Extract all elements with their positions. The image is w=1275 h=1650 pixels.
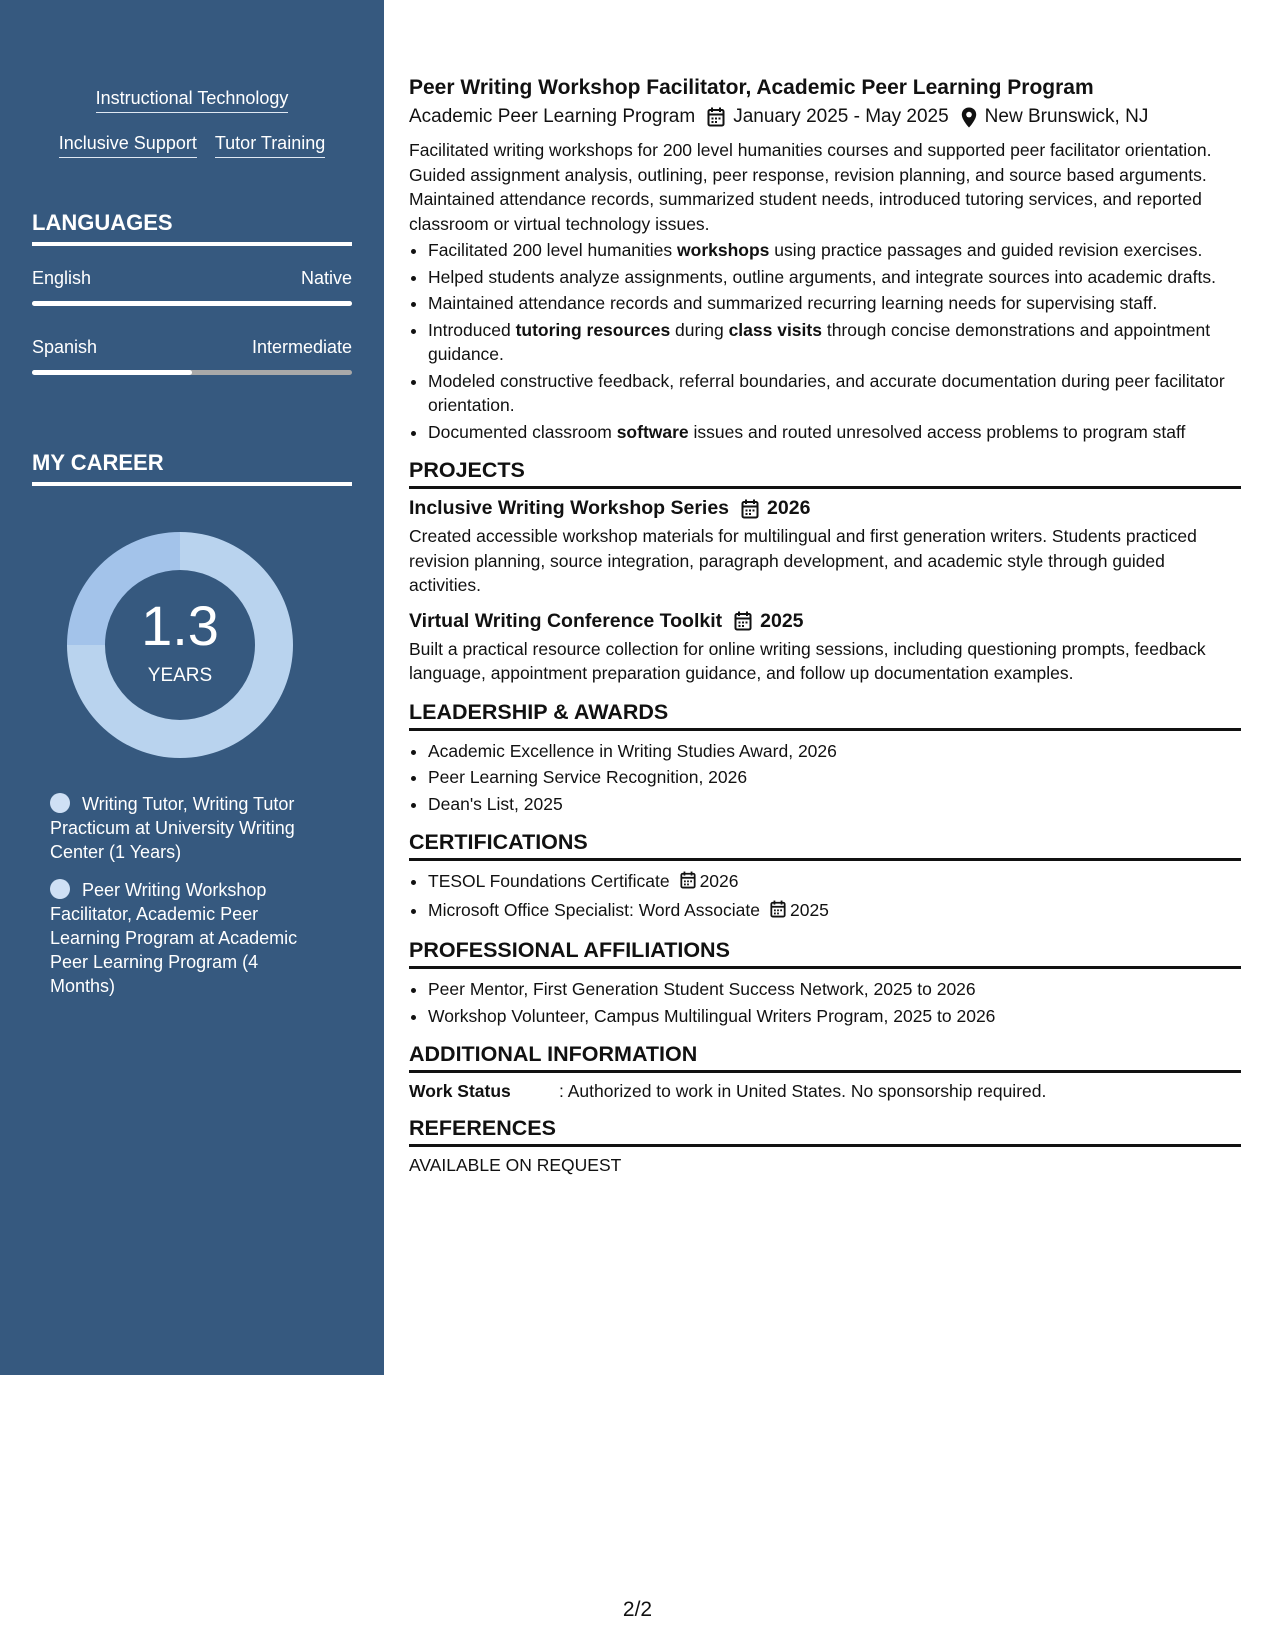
references-text: AVAILABLE ON REQUEST <box>409 1155 622 1175</box>
job-bullet-text: during <box>670 319 729 340</box>
bullet-dot-icon <box>50 793 70 813</box>
language-level: Intermediate <box>251 337 352 357</box>
job-bullet <box>428 238 1241 263</box>
job-location: New Brunswick, NJ <box>984 106 1149 127</box>
calendar-icon <box>707 107 725 127</box>
career-item <box>50 878 320 998</box>
skill-tag[interactable]: Inclusive Support <box>59 131 197 158</box>
certification-name: TESOL Foundations Certificate <box>428 871 670 891</box>
skills-list <box>0 86 384 176</box>
career-item <box>50 792 320 864</box>
job-bullet-text: Maintained attendance records and summarized recurring learning needs for supervising staff. <box>428 293 1158 313</box>
job-bullet-text: Helped students analyze assignments, outline arguments, and integrate sources into academic drafts. <box>428 266 1216 287</box>
language-row <box>32 268 352 289</box>
career-item-text: Peer Writing Workshop Facilitator, Academic Peer Learning Program at Academic Peer Learning Program (4 Months) <box>50 880 298 996</box>
language-name: Spanish <box>32 337 98 357</box>
affiliation-item: • Workshop Volunteer, Campus Multilingual Writers Program, 2025 to 2026 <box>428 1004 1241 1029</box>
job-meta <box>409 106 1241 128</box>
job-bullet-text: Introduced <box>428 319 516 340</box>
career-years-unit: YEARS <box>147 665 213 686</box>
main-content <box>409 76 1241 1176</box>
language-level: Native <box>300 268 352 288</box>
award-item: • Academic Excellence in Writing Studies Award, 2026 <box>428 739 1241 764</box>
calendar-icon <box>680 871 696 896</box>
language-proficiency-fill <box>32 370 192 375</box>
job-title: Peer Writing Workshop Facilitator, Academic Peer Learning Program <box>409 76 1094 99</box>
calendar-icon <box>741 499 759 519</box>
career-list <box>50 792 320 1012</box>
project-description: Built a practical resource collection for online writing sessions, including questioning prompts, feedback language, appointment preparation guidance, and follow up documentation examples. <box>409 638 1206 683</box>
career-years-value: 1.3 <box>141 594 219 657</box>
skill-tag[interactable]: Tutor Training <box>215 131 325 158</box>
job-bullets <box>409 238 1241 444</box>
skill-tag[interactable]: Instructional Technology <box>96 86 289 113</box>
job-bullet-text: Documented classroom <box>428 421 617 442</box>
job-dates: January 2025 - May 2025 <box>733 106 949 127</box>
award-item: • Peer Learning Service Recognition, 2026 <box>428 765 1241 790</box>
languages-heading: LANGUAGES <box>32 210 352 246</box>
job-bullet-keyword: tutoring resources <box>515 319 671 340</box>
additional-info-row <box>409 1081 1241 1102</box>
job-bullet-text: through concise demonstrations and appointment guidance. <box>428 319 1211 364</box>
language-row <box>32 337 352 358</box>
project-title <box>409 497 1241 520</box>
language-name: English <box>32 268 92 288</box>
job-bullet <box>428 265 1241 290</box>
certification-year: 2026 <box>699 871 739 891</box>
location-pin-icon <box>961 107 977 128</box>
certification-year: 2025 <box>789 899 829 920</box>
additional-info-key: Work Status <box>409 1081 511 1101</box>
affiliation-item: • Peer Mentor, First Generation Student Success Network, 2025 to 2026 <box>428 977 1241 1002</box>
job-bullet <box>428 291 1241 316</box>
job-bullet-text: using practice passages and guided revision exercises. <box>769 240 1203 260</box>
language-proficiency-bar <box>32 370 352 375</box>
sidebar <box>0 0 384 1375</box>
project-description: Created accessible workshop materials for multilingual and first generation writers. Students practiced revision planning, source integration, paragraph development, and academic style through guided activities. <box>409 526 1197 595</box>
certification-item <box>428 869 1241 896</box>
certifications-heading: CERTIFICATIONS <box>409 830 1241 861</box>
job-company: Academic Peer Learning Program <box>409 106 696 127</box>
job-bullet <box>428 318 1241 367</box>
language-proficiency-fill <box>32 301 352 306</box>
bullet-dot-icon <box>50 879 70 899</box>
job-bullet <box>428 420 1241 445</box>
project-name: Virtual Writing Conference Toolkit <box>409 609 723 632</box>
certification-name: Microsoft Office Specialist: Word Associate <box>428 899 760 920</box>
job-bullet <box>428 369 1241 418</box>
project-year: 2025 <box>760 609 804 632</box>
awards-list <box>409 739 1241 817</box>
additional-info-value: : Authorized to work in United States. No sponsorship required. <box>559 1081 1047 1101</box>
certification-item <box>428 898 1241 925</box>
page-number: 2/2 <box>622 1598 653 1621</box>
job-summary: Facilitated writing workshops for 200 level humanities courses and supported peer facilitator orientation. Guided assignment analysis, outlining, peer response, revision planning, and source based arguments. Maintained attendance records, summarized student needs, introduced tutoring services, and reported classroom or virtual technology issues. <box>409 140 1212 234</box>
projects-heading: PROJECTS <box>409 458 1241 489</box>
references-heading: REFERENCES <box>409 1116 1241 1147</box>
job-bullet-text: Modeled constructive feedback, referral boundaries, and accurate documentation during peer facilitator orientation. <box>428 370 1225 415</box>
awards-heading: LEADERSHIP & AWARDS <box>409 700 1241 731</box>
career-heading: MY CAREER <box>32 450 352 486</box>
job-bullet-keyword: workshops <box>677 240 770 260</box>
project-title <box>409 610 1241 633</box>
language-proficiency-bar <box>32 301 352 306</box>
job-bullet-keyword: class visits <box>728 319 822 340</box>
project-year: 2026 <box>767 497 811 519</box>
career-item-text: Writing Tutor, Writing Tutor Practicum at University Writing Center (1 Years) <box>50 794 295 862</box>
affiliations-heading: PROFESSIONAL AFFILIATIONS <box>409 938 1241 969</box>
job-bullet-keyword: software <box>616 421 689 442</box>
additional-info-heading: ADDITIONAL INFORMATION <box>409 1042 1241 1073</box>
job-bullet-text: issues and routed unresolved access problems to program staff <box>688 421 1186 442</box>
award-item: • Dean's List, 2025 <box>428 792 1241 817</box>
job-bullet-text: Facilitated 200 level humanities <box>428 240 678 260</box>
calendar-icon <box>734 611 752 631</box>
affiliations-list <box>409 977 1241 1028</box>
project-name: Inclusive Writing Workshop Series <box>409 497 730 519</box>
calendar-icon <box>770 900 786 925</box>
certifications-list <box>409 869 1241 924</box>
